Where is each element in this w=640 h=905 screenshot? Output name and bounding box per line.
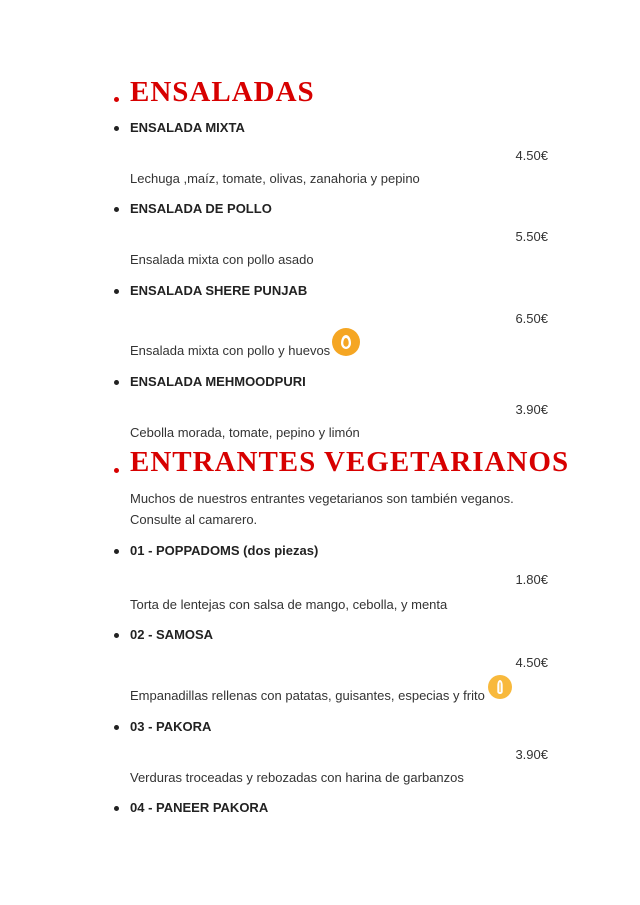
menu-item-price: 3.90€ xyxy=(515,747,548,762)
menu-item-name: 02 - SAMOSA xyxy=(130,627,214,642)
menu-item-description: Torta de lentejas con salsa de mango, cebolla, y menta xyxy=(130,597,448,612)
section-bullet xyxy=(114,468,119,473)
menu-item-name: 03 - PAKORA xyxy=(130,719,212,734)
gluten-allergen-icon xyxy=(488,675,512,699)
menu-item-price: 4.50€ xyxy=(515,148,548,163)
menu-item-description: Empanadillas rellenas con patatas, guisantes, especias y frito xyxy=(130,688,485,703)
menu-item-price: 1.80€ xyxy=(515,572,548,587)
section-bullet xyxy=(114,97,119,102)
menu-item-price: 6.50€ xyxy=(515,311,548,326)
list-bullet xyxy=(114,207,119,212)
menu-item-name: 01 - POPPADOMS (dos piezas) xyxy=(130,543,319,558)
menu-item-name: ENSALADA SHERE PUNJAB xyxy=(130,283,308,298)
section-title-ensaladas: ENSALADAS xyxy=(130,76,315,108)
menu-item-description: Ensalada mixta con pollo asado xyxy=(130,252,314,267)
menu-item-description: Cebolla morada, tomate, pepino y limón xyxy=(130,425,360,440)
list-bullet xyxy=(114,549,119,554)
menu-item-name: ENSALADA MIXTA xyxy=(130,120,245,135)
menu-item-name: ENSALADA MEHMOODPURI xyxy=(130,374,306,389)
menu-item-price: 4.50€ xyxy=(515,655,548,670)
list-bullet xyxy=(114,725,119,730)
menu-item-description: Ensalada mixta con pollo y huevos xyxy=(130,343,331,358)
list-bullet xyxy=(114,380,119,385)
list-bullet xyxy=(114,126,119,131)
menu-item-description: Lechuga ,maíz, tomate, olivas, zanahoria y pepino xyxy=(130,171,420,186)
list-bullet xyxy=(114,289,119,294)
menu-item-price: 5.50€ xyxy=(515,229,548,244)
menu-item-name: 04 - PANEER PAKORA xyxy=(130,800,269,815)
section-title-entrantes-vegetarianos: ENTRANTES VEGETARIANOS xyxy=(130,446,570,478)
menu-item-name: ENSALADA DE POLLO xyxy=(130,201,272,216)
list-bullet xyxy=(114,806,119,811)
menu-item-price: 3.90€ xyxy=(515,402,548,417)
menu-item-description: Verduras troceadas y rebozadas con harina de garbanzos xyxy=(130,770,464,785)
section-intro: Muchos de nuestros entrantes vegetarianos son también veganos. Consulte al camarero. xyxy=(130,491,514,527)
list-bullet xyxy=(114,633,119,638)
egg-allergen-icon xyxy=(332,328,360,356)
